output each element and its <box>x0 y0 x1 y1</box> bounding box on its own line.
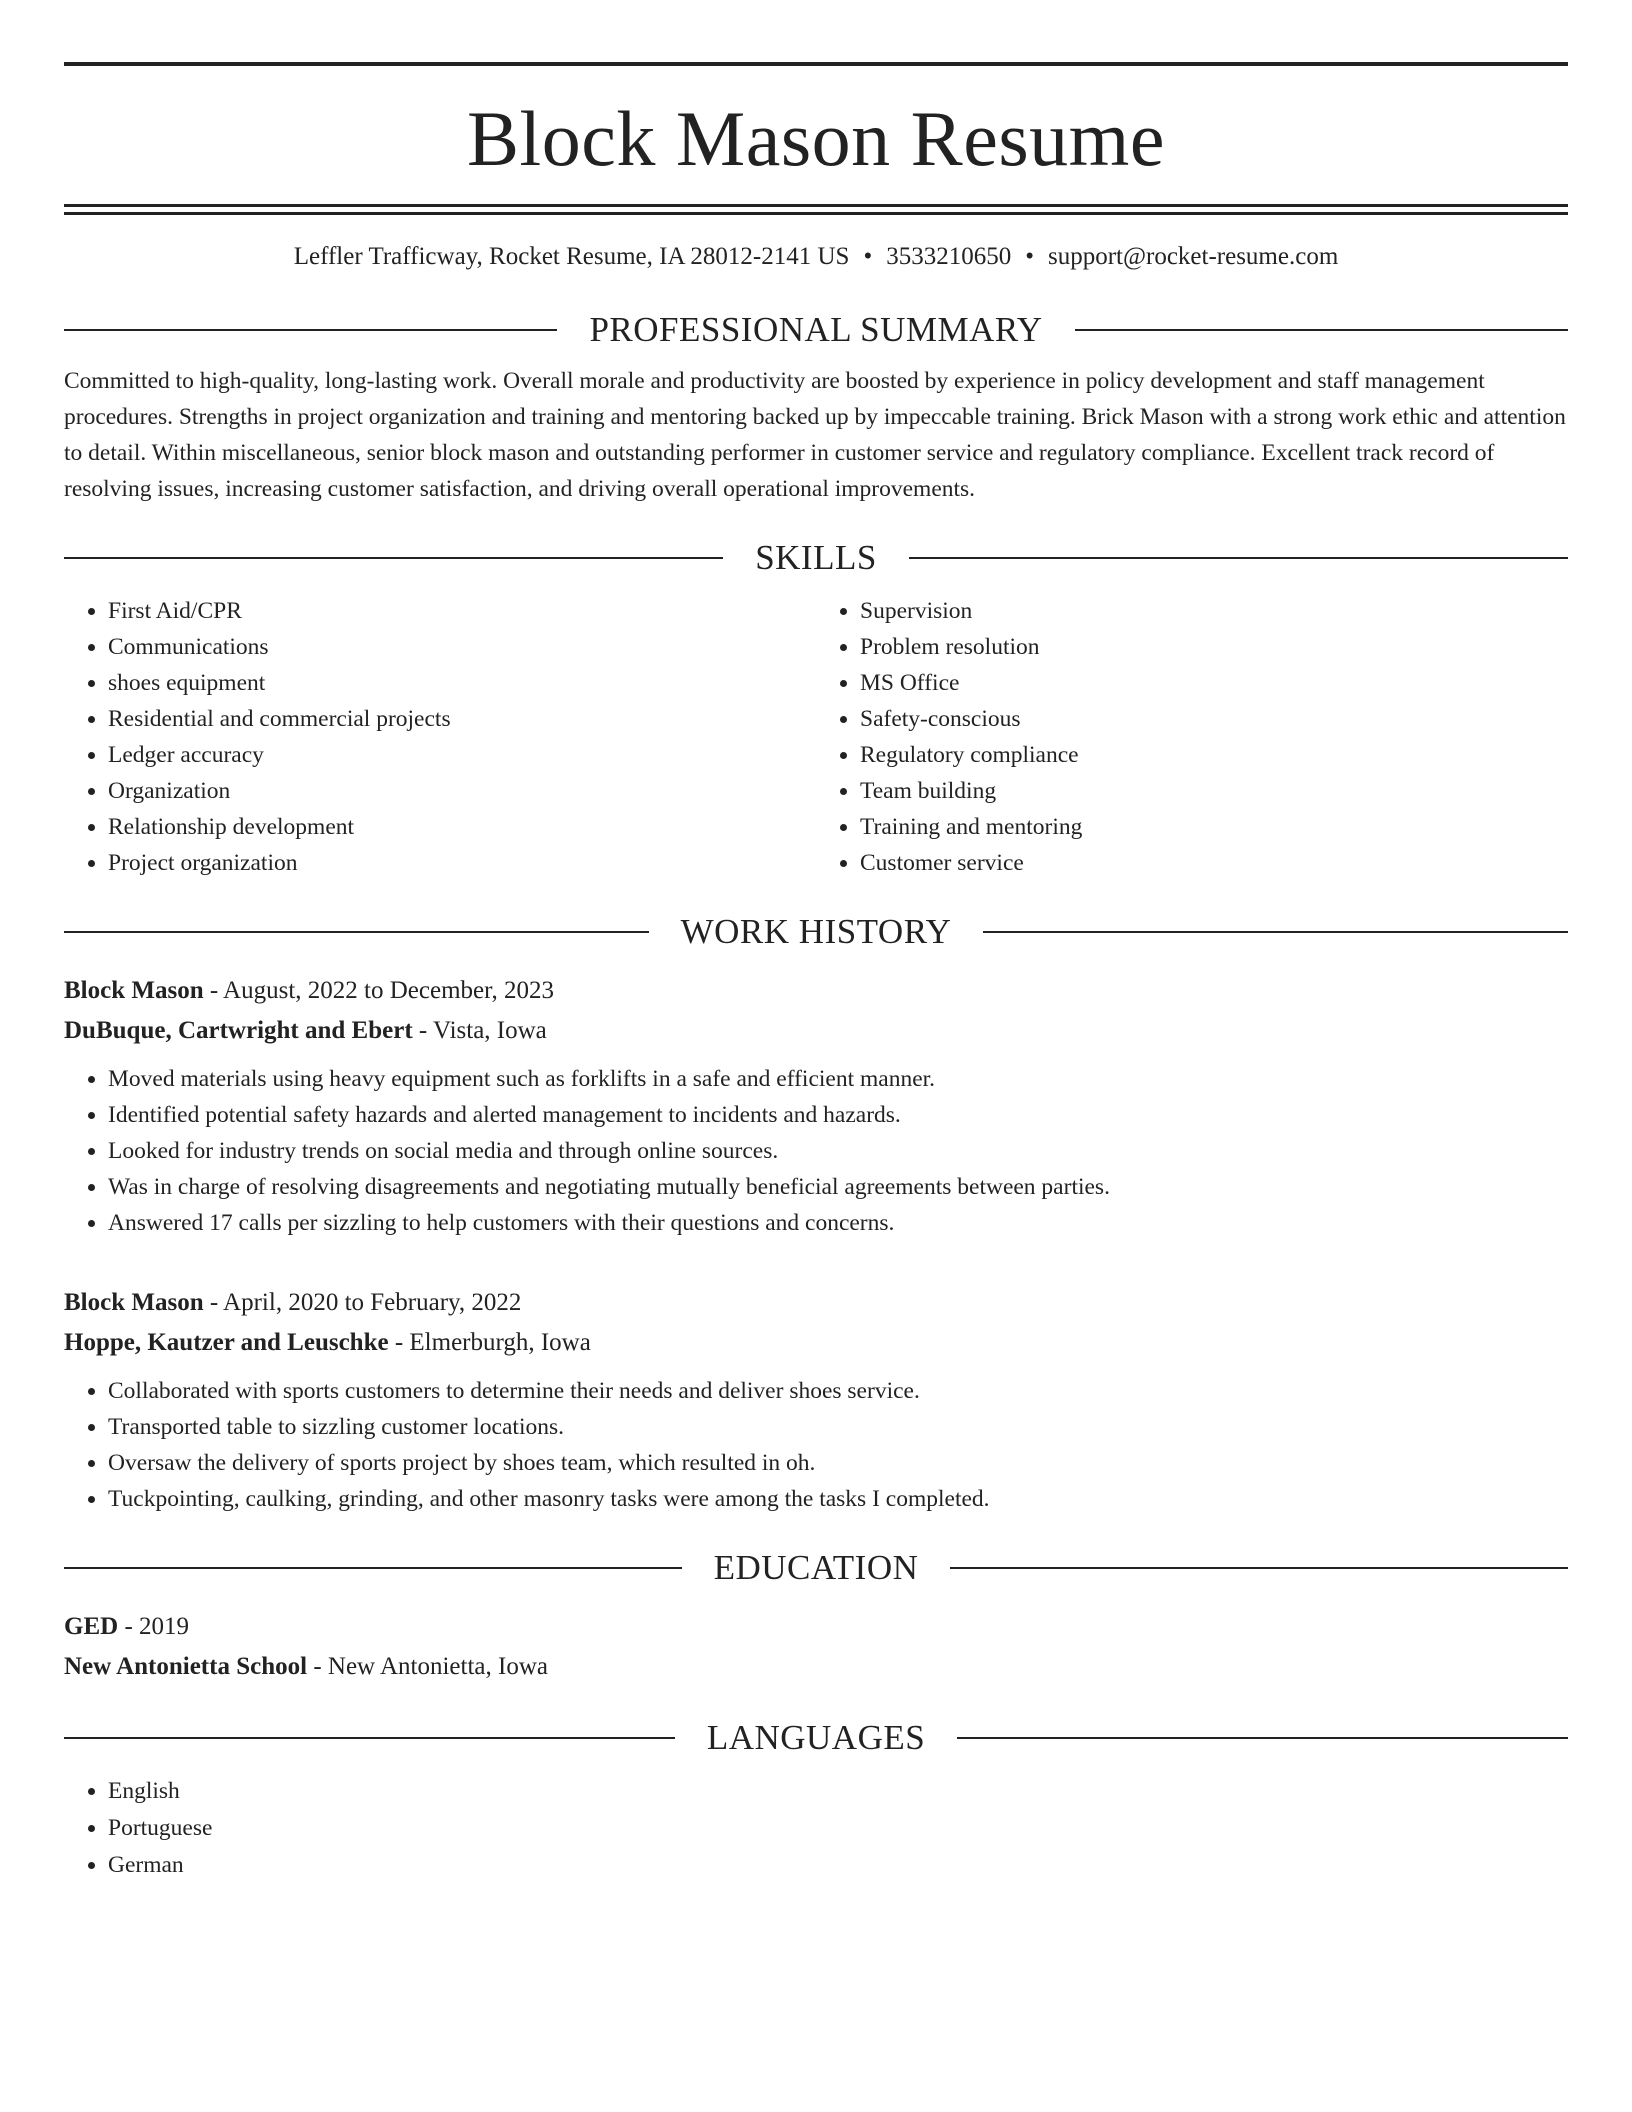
education-school-line <box>64 1647 1568 1687</box>
job-bullet: • Identified potential safety hazards and alerted management to incidents and hazards. <box>108 1097 1568 1133</box>
section-heading-work-history <box>64 907 1568 957</box>
job-company-line <box>64 1011 1568 1051</box>
job-company: DuBuque, Cartwright and Ebert <box>64 1017 413 1044</box>
summary-paragraph: Committed to high-quality, long-lasting work. Overall morale and productivity are boosted by experience in policy development and staff management procedures. Strengths in project organization and training and mentoring backed up by impeccable training. Brick Mason with a strong work ethic and attention to detail. Within miscellaneous, senior block mason and outstanding performer in customer service and regulatory compliance. Excellent track record of resolving issues, increasing customer satisfaction, and driving overall operational improvements. <box>64 368 1566 502</box>
contact-address: Leffler Trafficway, Rocket Resume, IA 28012-2141 US <box>293 243 850 270</box>
job-bullet: • Was in charge of resolving disagreements and negotiating mutually beneficial agreements between parties. <box>108 1169 1568 1205</box>
section-title: WORK HISTORY <box>680 912 952 951</box>
job-title: Block Mason <box>64 977 204 1004</box>
job-bullet: • Transported table to sizzling customer locations. <box>108 1409 1568 1445</box>
section-heading-languages <box>64 1713 1568 1763</box>
skills-column-left <box>64 593 816 881</box>
section-heading-skills <box>64 533 1568 583</box>
contact-email: support@rocket-resume.com <box>1047 243 1339 270</box>
job-location: - Vista, Iowa <box>412 1017 547 1044</box>
title-double-rule <box>64 204 1568 215</box>
skill-item: • Regulatory compliance <box>860 737 1568 773</box>
education-location: - New Antonietta, Iowa <box>307 1653 548 1680</box>
job-bullet: • Oversaw the delivery of sports project by shoes team, which resulted in oh. <box>108 1445 1568 1481</box>
skill-item: • Organization <box>108 773 816 809</box>
job-entry <box>64 971 1568 1051</box>
skill-item: • Residential and commercial projects <box>108 701 816 737</box>
language-item: • German <box>108 1847 1568 1884</box>
heading-rule <box>64 1567 682 1569</box>
contact-phone: 3533210650 <box>886 243 1012 270</box>
language-item: • English <box>108 1773 1568 1810</box>
job-bullet: • Moved materials using heavy equipment such as forklifts in a safe and efficient manner. <box>108 1061 1568 1097</box>
section-heading-education <box>64 1543 1568 1593</box>
job-title: Block Mason <box>64 1289 204 1316</box>
job-title-line <box>64 1283 1568 1323</box>
education-year: - 2019 <box>118 1613 190 1640</box>
skill-item: • Safety-conscious <box>860 701 1568 737</box>
skill-item: • Problem resolution <box>860 629 1568 665</box>
job-bullet: • Tuckpointing, caulking, grinding, and other masonry tasks were among the tasks I completed. <box>108 1481 1568 1517</box>
job-entry <box>64 1283 1568 1363</box>
job-bullet: • Answered 17 calls per sizzling to help customers with their questions and concerns. <box>108 1205 1568 1241</box>
section-title: SKILLS <box>755 538 877 577</box>
heading-rule <box>64 1737 675 1739</box>
job-bullets <box>64 1061 1568 1241</box>
contact-separator: • <box>863 243 873 270</box>
job-bullets <box>64 1373 1568 1517</box>
job-title-line <box>64 971 1568 1011</box>
job-location: - Elmerburgh, Iowa <box>388 1329 591 1356</box>
section-title: PROFESSIONAL SUMMARY <box>589 310 1043 349</box>
job-dates: - August, 2022 to December, 2023 <box>203 977 554 1004</box>
heading-rule <box>957 1737 1568 1739</box>
heading-rule <box>909 557 1568 559</box>
skill-item: • Project organization <box>108 845 816 881</box>
education-school: New Antonietta School <box>64 1653 308 1680</box>
skill-item: • MS Office <box>860 665 1568 701</box>
heading-rule <box>64 329 557 331</box>
skill-item: • First Aid/CPR <box>108 593 816 629</box>
skills-column-right <box>816 593 1568 881</box>
skills-list <box>64 593 1568 881</box>
skill-item: • Team building <box>860 773 1568 809</box>
resume-title: Block Mason Resume <box>467 95 1165 182</box>
section-title: LANGUAGES <box>706 1718 926 1757</box>
contact-separator: • <box>1025 243 1034 270</box>
heading-rule <box>64 557 723 559</box>
skill-item: • Ledger accuracy <box>108 737 816 773</box>
heading-rule <box>64 931 649 933</box>
education-degree-line <box>64 1607 1568 1647</box>
education-degree: GED <box>64 1613 119 1640</box>
resume-page <box>64 62 1568 1884</box>
heading-rule <box>950 1567 1568 1569</box>
job-company: Hoppe, Kautzer and Leuschke <box>64 1329 389 1356</box>
skill-item: • shoes equipment <box>108 665 816 701</box>
education-entry <box>64 1607 1568 1687</box>
top-rule <box>64 62 1568 66</box>
language-item: • Portuguese <box>108 1810 1568 1847</box>
job-company-line <box>64 1323 1568 1363</box>
heading-rule <box>983 931 1568 933</box>
job-dates: - April, 2020 to February, 2022 <box>203 1289 522 1316</box>
skill-item: • Relationship development <box>108 809 816 845</box>
section-title: EDUCATION <box>713 1548 919 1587</box>
section-heading-summary <box>64 305 1568 355</box>
skill-item: • Communications <box>108 629 816 665</box>
skill-item: • Supervision <box>860 593 1568 629</box>
job-bullet: • Looked for industry trends on social media and through online sources. <box>108 1133 1568 1169</box>
heading-rule <box>1075 329 1568 331</box>
job-bullet: • Collaborated with sports customers to determine their needs and deliver shoes service. <box>108 1373 1568 1409</box>
contact-line <box>64 243 1568 279</box>
languages-list <box>64 1773 1568 1884</box>
skill-item: • Training and mentoring <box>860 809 1568 845</box>
skill-item: • Customer service <box>860 845 1568 881</box>
